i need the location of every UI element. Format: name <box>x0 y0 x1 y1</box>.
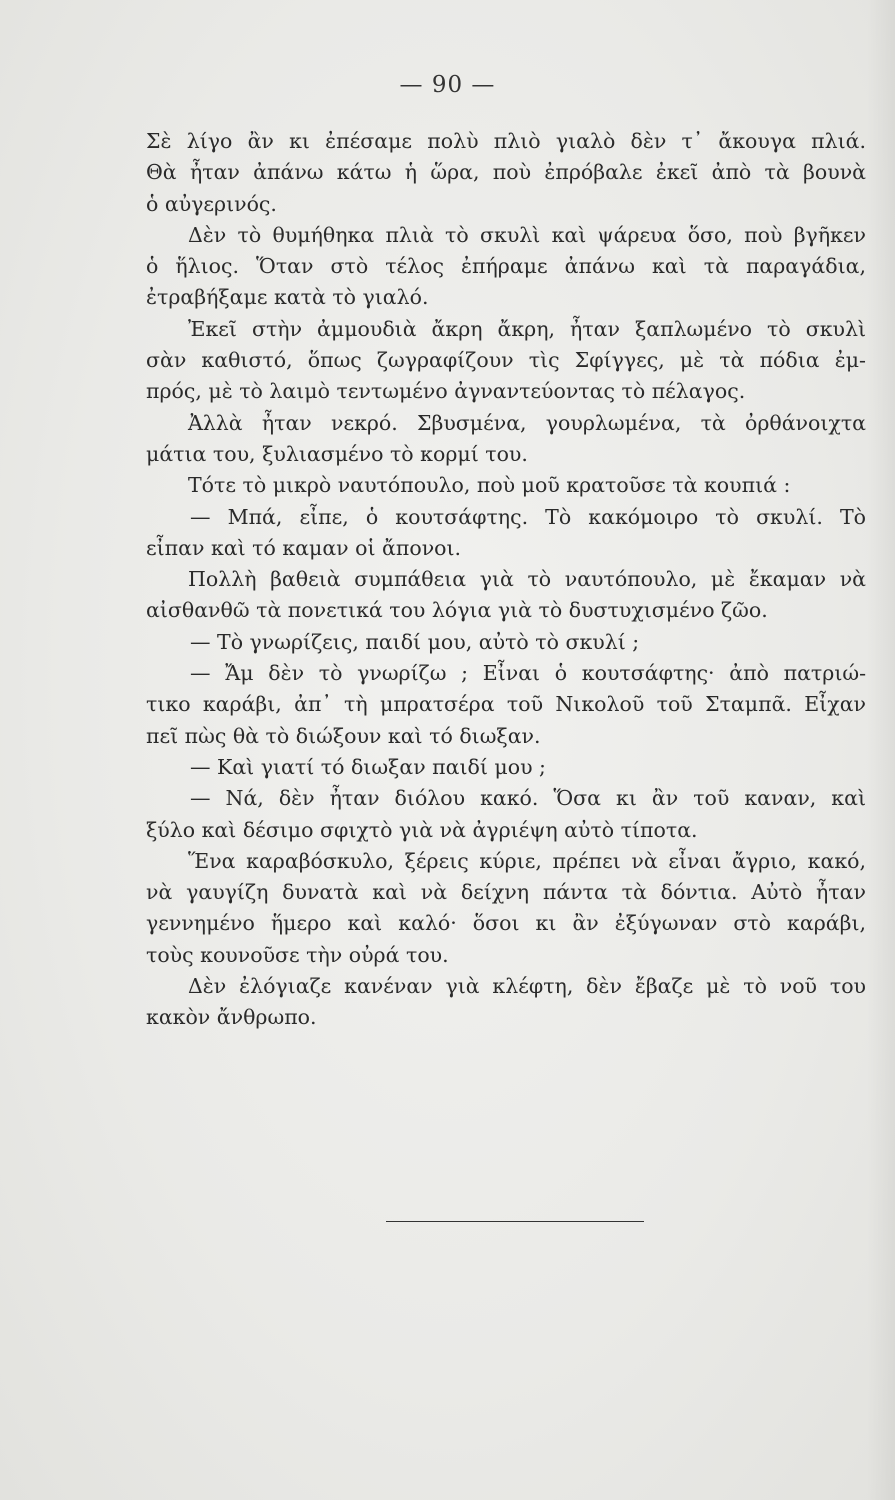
text-line: μάτια του, ξυλιασμένο τὸ κορμί του. <box>146 441 528 466</box>
text-line: Ἀλλὰ ἦταν νεκρό. Σβυσμένα, γουρλωμένα, τὰ ὀρθάνοιχτα <box>188 410 866 435</box>
text-line: ὁ αὐγερινός. <box>146 191 277 216</box>
text-line: αἰσθανθῶ τὰ πονετικά του λόγια γιὰ τὸ δυστυχισμένο ζῶο. <box>146 598 768 623</box>
text-line: Τότε τὸ μικρὸ ναυτόπουλο, ποὺ μοῦ κρατοῦσε τὰ κουπιά : <box>188 473 791 498</box>
text-line: Θὰ ἦταν ἀπάνω κάτω ἡ ὥρα, ποὺ ἐπρόβαλε ἐκεῖ ἀπὸ τὰ βουνὰ <box>146 160 866 185</box>
text-line: Δὲν τὸ θυμήθηκα πλιὰ τὸ σκυλὶ καὶ ψάρευα ὅσο, ποὺ βγῆκεν <box>188 222 866 247</box>
text-line: Πολλὴ βαθειὰ συμπάθεια γιὰ τὸ ναυτόπουλο, μὲ ἔκαμαν νὰ <box>188 567 866 592</box>
text-line: — Ἄμ δὲν τὸ γνωρίζω ; Εἶναι ὁ κουτσάφτης· ἀπὸ πατριώ- <box>190 661 866 686</box>
text-line: — Καὶ γιατί τό διωξαν παιδί μου ; <box>190 754 546 779</box>
text-line: τικο καράβι, ἀπ᾽ τὴ μπρατσέρα τοῦ Νικολοῦ τοῦ Σταμπᾶ. Εἶχαν <box>146 692 866 717</box>
text-line: κακὸν ἄνθρωπο. <box>146 1005 317 1030</box>
text-line: Ἐκεῖ στὴν ἀμμουδιὰ ἄκρη ἄκρη, ἦταν ξαπλωμένο τὸ σκυλὶ <box>188 316 866 341</box>
text-line: — Μπά, εἶπε, ὁ κουτσάφτης. Τὸ κακόμοιρο τὸ σκυλί. Τὸ <box>190 504 866 529</box>
text-line: Σὲ λίγο ἂν κι ἐπέσαμε πολὺ πλιὸ γιαλὸ δὲν τ᾽ ἄκουγα πλιά. <box>146 129 866 153</box>
text-line: ὁ ἥλιος. Ὅταν στὸ τέλος ἐπήραμε ἀπάνω καὶ τὰ παραγάδια, <box>146 254 866 279</box>
text-line: νὰ γαυγίζη δυνατὰ καὶ νὰ δείχνη πάντα τὰ δόντια. Αὐτὸ ἦταν <box>146 880 866 905</box>
text-line: σὰν καθιστό, ὅπως ζωγραφίζουν τὶς Σφίγγες, μὲ τὰ πόδια ἐμ- <box>146 348 866 373</box>
text-line: Ἕνα καραβόσκυλο, ξέρεις κύριε, πρέπει νὰ εἶναι ἄγριο, κακό, <box>188 848 866 873</box>
text-line: ξύλο καὶ δέσιμο σφιχτὸ γιὰ νὰ ἀγριέψη αὐτὸ τίποτα. <box>146 817 698 842</box>
text-line: ἐτραβήξαμε κατὰ τὸ γιαλό. <box>146 285 429 310</box>
text-line: εἶπαν καὶ τό καμαν οἱ ἄπονοι. <box>146 535 462 560</box>
text-line: — Νά, δὲν ἦταν διόλου κακό. Ὅσα κι ἂν τοῦ καναν, καὶ <box>190 786 866 811</box>
end-rule <box>386 1221 644 1222</box>
text-line: Δὲν ἐλόγιαζε κανέναν γιὰ κλέφτη, δὲν ἔβαζε μὲ τὸ νοῦ του <box>188 974 866 999</box>
body-text <box>146 126 866 1034</box>
text-line: γεννημένο ἥμερο καὶ καλό· ὅσοι κι ἂν ἐξύγωναν στὸ καράβι, <box>146 911 866 936</box>
text-line: πεῖ πὼς θὰ τὸ διώξουν καὶ τό διωξαν. <box>146 723 541 748</box>
text-line: πρός, μὲ τὸ λαιμὸ τεντωμένο ἀγναντεύοντας τὸ πέλαγος. <box>146 379 746 404</box>
text-line: τοὺς κουνοῦσε τὴν οὐρά του. <box>146 942 449 967</box>
page-number: — 90 — <box>399 72 496 98</box>
text-line: — Τὸ γνωρίζεις, παιδί μου, αὐτὸ τὸ σκυλί ; <box>190 629 640 654</box>
page-edge-shadow <box>867 0 895 1500</box>
